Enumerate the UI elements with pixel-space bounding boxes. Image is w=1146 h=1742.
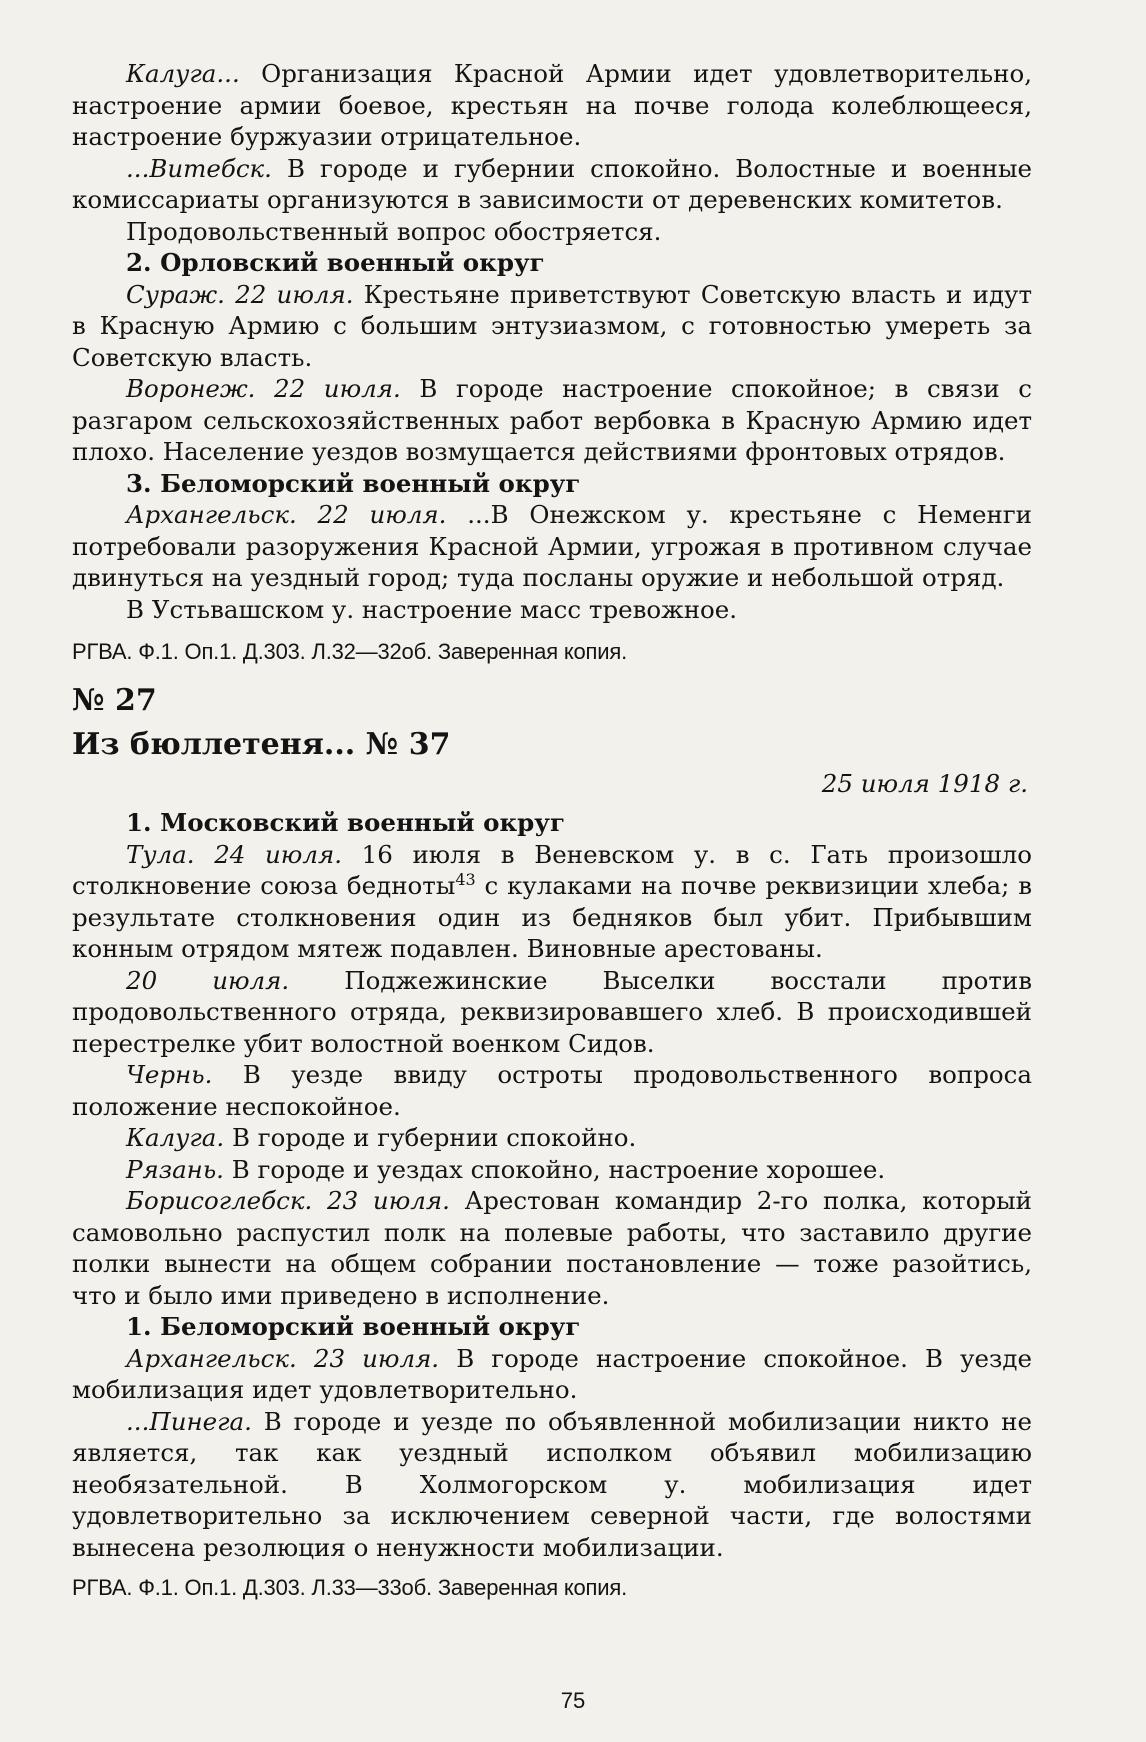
paragraph-food-question: Продовольственный вопрос обостряется. — [126, 216, 662, 246]
place-date: Калуга. — [126, 1123, 225, 1152]
archive-source: РГВА. Ф.1. Оп.1. Д.303. Л.33—33об. Заверенная копия. — [72, 1575, 627, 1600]
paragraph-kaluga — [72, 58, 1032, 153]
paragraph-text: Крестьяне приветствуют Советскую власть и идут в Красную Армию с большим энтузиазмом, с готовностью умереть за Советскую власть. — [72, 279, 1032, 372]
place-date: Архангельск. 23 июля. — [126, 1343, 440, 1373]
paragraph-voronezh — [72, 373, 1032, 468]
place-date: Архангельск. 22 июля. — [126, 500, 447, 529]
paragraph-vitebsk — [72, 153, 1032, 216]
paragraph-text: В городе настроение спокойное. В уезде мобилизация идет удовлетворительно. — [72, 1343, 1033, 1404]
place-date: Рязань. — [126, 1154, 224, 1184]
paragraph-text: В городе настроение спокойное; в связи с разгаром сельскохозяйственных работ вербовка в Красную Армию идет плохо. Население уездов возмущается действиями фронтовых отрядов. — [72, 374, 1032, 466]
paragraph-text: с кулаками на почве реквизиции хлеба; в результате столкновения один из бедняков был убит. Прибывшим конным отрядом мятеж подавлен. Виновные арестованы. — [72, 871, 1032, 963]
document-title: Из бюллетеня... № 37 — [72, 727, 451, 762]
paragraph-chern — [72, 1059, 1032, 1122]
paragraph-tula — [72, 839, 1032, 965]
page-body — [72, 58, 1032, 1603]
paragraph-kaluga-2 — [72, 1122, 1032, 1154]
paragraph-borisoglebsk — [72, 1185, 1032, 1311]
paragraph-text: В городе и губернии спокойно. Волостные и военные комиссариаты организуются в зависимости от деревенских комитетов. — [72, 153, 1032, 214]
paragraph-surazh — [72, 279, 1032, 374]
paragraph-text: В городе и уезде по объявленной мобилизации никто не является, так как уездный исполком объявил мобилизацию необязательной. В Холмогорском у. мобилизация идет удовлетворительно за исключением северной части, где волостями вынесена резолюция о ненужности мобилизации. — [72, 1406, 1032, 1562]
paragraph-text: 16 июля в Веневском у. в с. Гать произошло столкновение союза бедноты — [72, 839, 1032, 900]
section-heading-moscow: 1. Московский военный округ — [126, 808, 565, 837]
footnote-ref: 43 — [455, 869, 476, 889]
paragraph-text: ...В Онежском у. крестьяне с Неменги потребовали разоружения Красной Армии, угрожая в противном случае двинуться на уездный город; туда посланы оружие и небольшой отряд. — [72, 500, 1033, 592]
place-date: Борисоглебск. 23 июля. — [126, 1186, 450, 1215]
paragraph-ryazan — [72, 1154, 1032, 1186]
paragraph-pinega — [72, 1406, 1032, 1564]
place-date: Тула. 24 июля. — [126, 839, 342, 869]
section-heading-orel: 2. Орловский военный округ — [126, 248, 545, 277]
place-date: Сураж. 22 июля. — [126, 279, 354, 309]
paragraph-text: Арестован командир 2-го полка, который самовольно распустил полк на полевые работы, что заставило другие полки вынести на общем собрании постановление — тоже разойтись, что и было ими приведено в исполнение. — [72, 1186, 1032, 1310]
paragraph-text: Поджежинские Выселки восстали против продовольственного отряда, реквизировавшего хлеб. В происходившей перестрелке убит волостной военком Сидов. — [72, 965, 1033, 1058]
section-heading-belomorsky-2: 1. Беломорский военный округ — [126, 1312, 581, 1341]
place-date: ...Витебск. — [126, 153, 272, 183]
paragraph-july-20 — [72, 965, 1032, 1060]
paragraph-text: В городе и уездах спокойно, настроение хорошее. — [223, 1154, 886, 1184]
page-number: 75 — [560, 1688, 586, 1713]
paragraph-ustvashsky: В Устьвашском у. настроение масс тревожное. — [126, 594, 738, 624]
paragraph-arkhangelsk-2 — [72, 1343, 1032, 1406]
document-date: 25 июля 1918 г. — [821, 769, 1028, 798]
paragraph-arkhangelsk — [72, 499, 1032, 594]
paragraph-text: Организация Красной Армии идет удовлетворительно, настроение армии боевое, крестьян на почве голода колеблющееся, настроение буржуазии отрицательное. — [72, 59, 1032, 151]
place-date: Чернь. — [126, 1060, 213, 1089]
archive-source: РГВА. Ф.1. Оп.1. Д.303. Л.32—32об. Заверенная копия. — [72, 639, 627, 664]
place-date: 20 июля. — [126, 965, 290, 995]
place-date: Воронеж. 22 июля. — [126, 374, 401, 403]
document-number: № 27 — [72, 683, 157, 718]
section-heading-belomorsky: 3. Беломорский военный округ — [126, 468, 581, 498]
place-date: ...Пинега. — [126, 1406, 252, 1436]
place-date: Калуга... — [126, 59, 240, 88]
paragraph-text: В уезде ввиду остроты продовольственного вопроса положение неспокойное. — [72, 1060, 1032, 1121]
paragraph-text: В городе и губернии спокойно. — [224, 1123, 637, 1152]
